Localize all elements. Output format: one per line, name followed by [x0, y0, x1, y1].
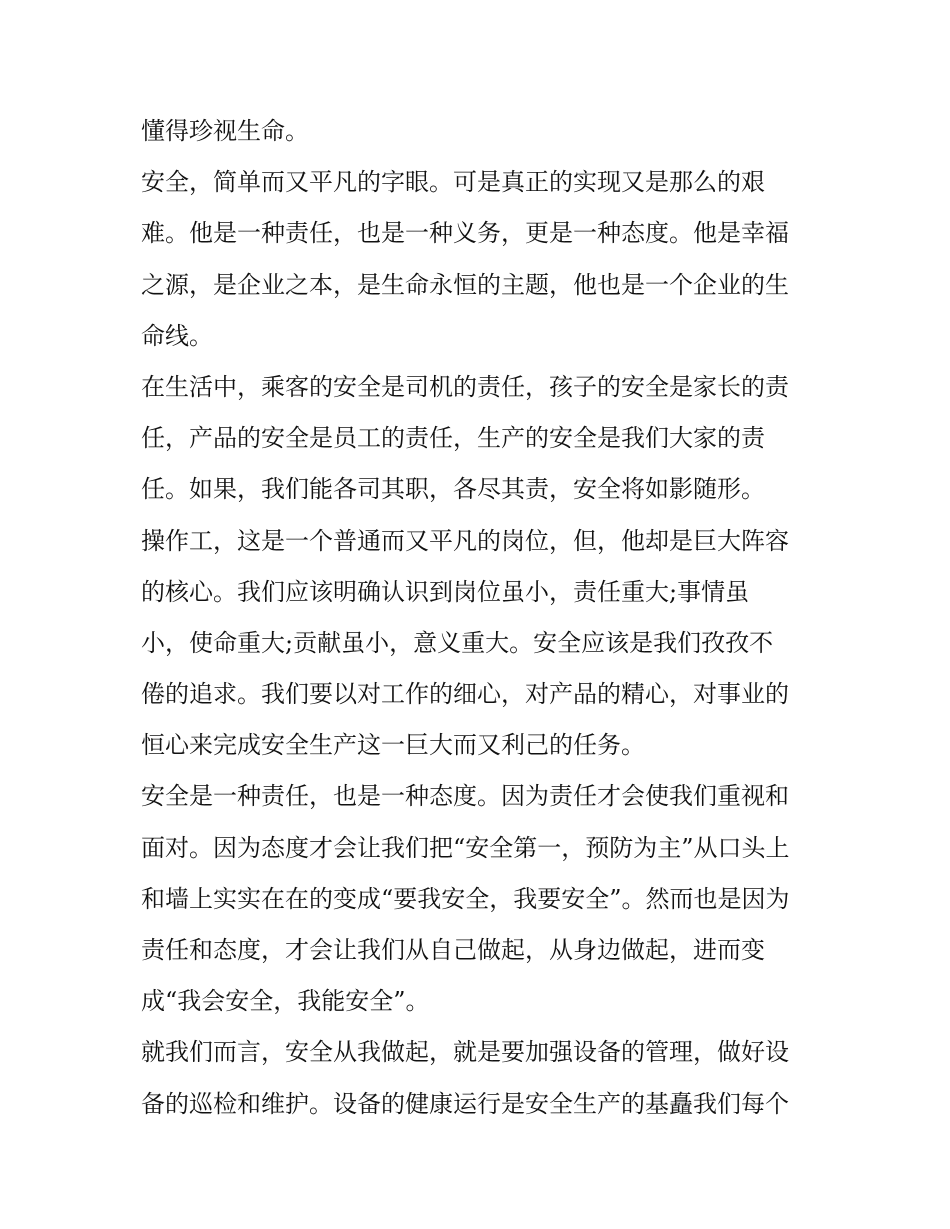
text-line: 成“我会安全，我能安全”。: [141, 987, 430, 1016]
text-line: 安全是一种责任，也是一种态度。因为责任才会使我们重视和: [141, 782, 789, 811]
text-line: 之源，是企业之本，是生命永恒的主题，他也是一个企业的生: [141, 270, 789, 299]
text-line: 和墙上实实在在的变成“要我安全，我要安全”。然而也是因为: [141, 884, 790, 913]
text-line: 备的巡检和维护。设备的健康运行是安全生产的基矗我们每个: [141, 1089, 789, 1118]
text-line: 在生活中，乘客的安全是司机的责任，孩子的安全是家长的责: [141, 372, 789, 401]
text-line: 任。如果，我们能各司其职，各尽其责，安全将如影随形。: [141, 475, 765, 504]
text-line: 难。他是一种责任，也是一种义务，更是一种态度。他是幸福: [141, 219, 789, 248]
text-line: 安全，简单而又平凡的字眼。可是真正的实现又是那么的艰: [141, 168, 765, 197]
text-line: 的核心。我们应该明确认识到岗位虽小，责任重大;事情虽: [141, 577, 750, 606]
text-line: 任，产品的安全是员工的责任，生产的安全是我们大家的责: [141, 424, 765, 453]
text-line: 倦的追求。我们要以对工作的细心，对产品的精心，对事业的: [141, 680, 789, 709]
text-line: 小，使命重大;贡献虽小，意义重大。安全应该是我们孜孜不: [141, 628, 774, 657]
text-line: 就我们而言，安全从我做起，就是要加强设备的管理，做好设: [141, 1038, 789, 1067]
text-line: 命线。: [141, 321, 213, 350]
document-body: [141, 106, 821, 1130]
text-line: 责任和态度，才会让我们从自己做起，从身边做起，进而变: [141, 936, 765, 964]
text-line: 面对。因为态度才会让我们把“安全第一，预防为主”从口头上: [141, 833, 790, 862]
text-line: 操作工，这是一个普通而又平凡的岗位，但，他却是巨大阵容: [141, 526, 789, 555]
text-line: 恒心来完成安全生产这一巨大而又利己的任务。: [141, 731, 645, 760]
text-line: 懂得珍视生命。: [141, 117, 309, 145]
